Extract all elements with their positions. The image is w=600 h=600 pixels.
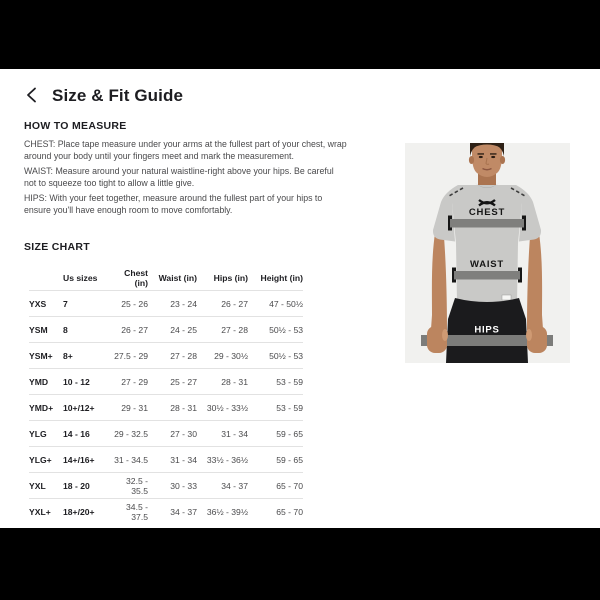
chest-instruction: CHEST: Place tape measure under your arms at the fullest part of your chest, wrap around your body until your fingers meet and mark the measurement. <box>24 139 347 161</box>
us-size-cell: 18+/20+ <box>63 507 95 517</box>
table-header-row <box>29 265 303 291</box>
size-chart-table <box>29 265 303 525</box>
page-title: Size & Fit Guide <box>52 86 184 105</box>
size-code-cell: YLG <box>29 428 47 439</box>
size-fit-guide-screen <box>0 69 600 528</box>
chest-cell: 26 - 27 <box>121 324 148 335</box>
height-cell: 53 - 59 <box>276 402 303 413</box>
header-waist: Waist (in) <box>158 272 197 283</box>
table-row <box>29 317 303 343</box>
size-code-cell: YXL+ <box>29 507 51 517</box>
waist-cell: 31 - 34 <box>170 454 197 465</box>
waist-cell: 27 - 28 <box>170 350 197 361</box>
size-chart-heading: SIZE CHART <box>24 241 90 253</box>
height-cell: 65 - 70 <box>276 507 303 517</box>
model-illustration <box>405 143 570 363</box>
size-code-cell: YLG+ <box>29 454 52 465</box>
size-code-cell: YSM <box>29 324 48 335</box>
hips-cell: 26 - 27 <box>221 298 248 309</box>
chest-cell: 34.5 - 37.5 <box>126 502 148 522</box>
height-cell: 65 - 70 <box>276 480 303 491</box>
table-row <box>29 291 303 317</box>
hips-cell: 33½ - 36½ <box>206 454 248 465</box>
waist-cell: 30 - 33 <box>170 480 197 491</box>
chest-cell: 29 - 31 <box>121 402 148 413</box>
height-cell: 59 - 65 <box>276 454 303 465</box>
hips-cell: 31 - 34 <box>221 428 248 439</box>
size-code-cell: YXL <box>29 480 46 491</box>
height-cell: 53 - 59 <box>276 376 303 387</box>
chest-cell: 27 - 29 <box>121 376 148 387</box>
us-size-cell: 18 - 20 <box>63 480 90 491</box>
waist-cell: 34 - 37 <box>170 507 197 517</box>
size-code-cell: YSM+ <box>29 350 53 361</box>
how-to-measure-heading: HOW TO MEASURE <box>24 120 127 132</box>
hips-cell: 30½ - 33½ <box>206 402 248 413</box>
chest-cell: 29 - 32.5 <box>114 428 148 439</box>
height-cell: 47 - 50½ <box>269 298 303 309</box>
chevron-left-icon <box>26 87 37 106</box>
measurement-model-image <box>405 143 570 363</box>
hips-cell: 28 - 31 <box>221 376 248 387</box>
chest-cell: 25 - 26 <box>121 298 148 309</box>
us-size-cell: 14+/16+ <box>63 454 95 465</box>
waist-cell: 25 - 27 <box>170 376 197 387</box>
chest-cell: 31 - 34.5 <box>114 454 148 465</box>
table-row <box>29 499 303 525</box>
letterbox-bottom <box>0 528 600 600</box>
figure-waist-label: WAIST <box>469 259 505 270</box>
waist-instruction: WAIST: Measure around your natural waistline-right above your hips. Be careful not to squeeze too tight to allow a little give. <box>24 166 334 188</box>
letterbox-top <box>0 0 600 69</box>
us-size-cell: 10+/12+ <box>63 402 95 413</box>
waist-cell: 27 - 30 <box>170 428 197 439</box>
chest-cell: 32.5 - 35.5 <box>126 475 148 496</box>
header-chest: Chest (in) <box>124 267 148 288</box>
size-code-cell: YMD <box>29 376 49 387</box>
us-size-cell: 8+ <box>63 350 73 361</box>
waist-cell: 23 - 24 <box>170 298 197 309</box>
waist-cell: 24 - 25 <box>170 324 197 335</box>
table-row <box>29 343 303 369</box>
size-code-cell: YXS <box>29 298 47 309</box>
us-size-cell: 14 - 16 <box>63 428 90 439</box>
hips-cell: 27 - 28 <box>221 324 248 335</box>
header-height: Height (in) <box>260 272 303 283</box>
size-code-cell: YMD+ <box>29 402 54 413</box>
table-row <box>29 395 303 421</box>
us-size-cell: 8 <box>63 324 68 335</box>
hips-cell: 36½ - 39½ <box>206 507 248 517</box>
height-cell: 50½ - 53 <box>269 350 303 361</box>
chest-cell: 27.5 - 29 <box>114 350 148 361</box>
us-size-cell: 10 - 12 <box>63 376 90 387</box>
page-header <box>24 86 183 106</box>
hips-cell: 29 - 30½ <box>214 350 248 361</box>
header-hips: Hips (in) <box>213 272 248 283</box>
hips-cell: 34 - 37 <box>221 480 248 491</box>
header-us-sizes: Us sizes <box>63 272 98 283</box>
table-row <box>29 369 303 395</box>
height-cell: 59 - 65 <box>276 428 303 439</box>
waist-cell: 28 - 31 <box>170 402 197 413</box>
back-button[interactable] <box>24 88 38 104</box>
figure-chest-label: CHEST <box>468 207 506 218</box>
table-row <box>29 473 303 499</box>
us-size-cell: 7 <box>63 298 68 309</box>
height-cell: 50½ - 53 <box>269 324 303 335</box>
table-row <box>29 447 303 473</box>
figure-hips-label: HIPS <box>474 324 500 336</box>
hips-instruction: HIPS: With your feet together, measure around the fullest part of your hips to ensure you'll have enough room to move comfortably. <box>24 193 323 215</box>
table-row <box>29 421 303 447</box>
